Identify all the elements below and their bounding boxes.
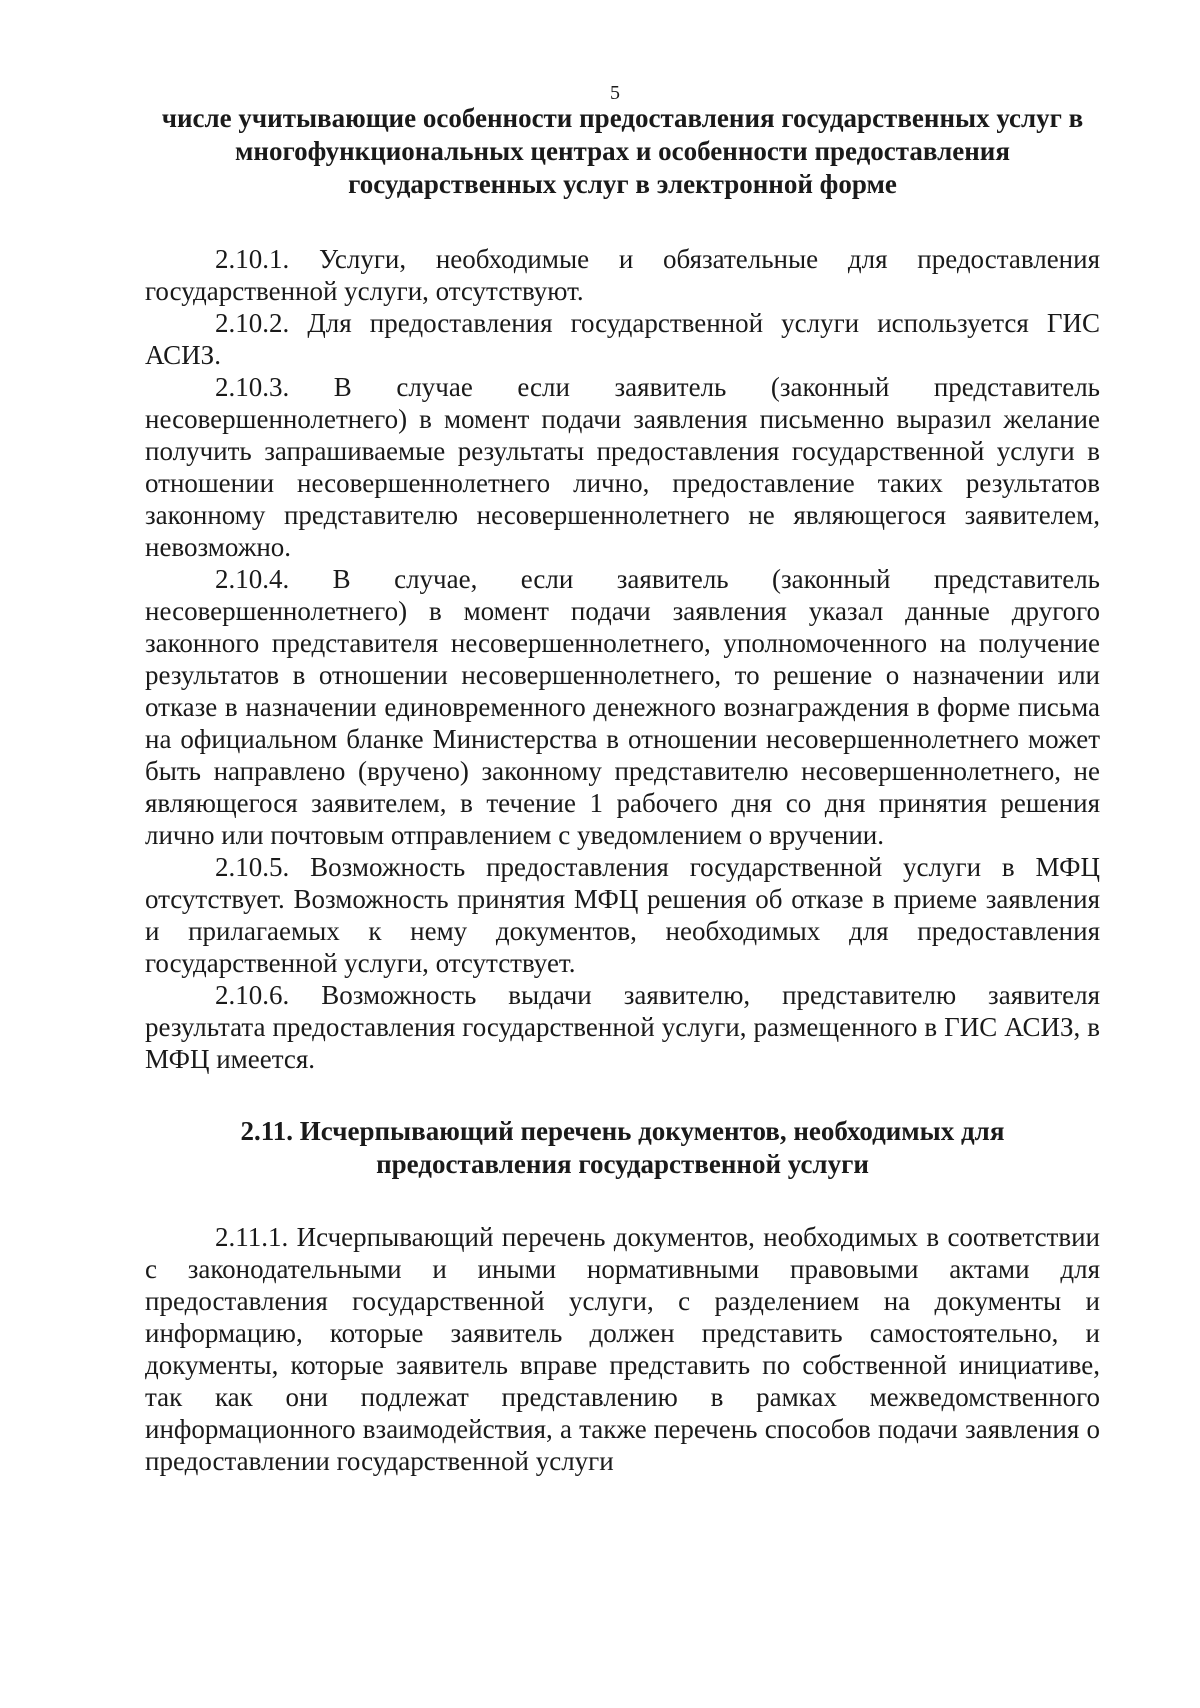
page-content: [145, 102, 1100, 1477]
paragraph-text: Возможность предоставления государственной услуги в МФЦ отсутствует. Возможность принятия МФЦ решения об отказе в приеме заявления и прилагаемых к нему документов, необходимых для предоставления государственной услуги, отсутствует.: [145, 852, 1101, 978]
paragraph-text: В случае, если заявитель (законный представитель несовершеннолетнего) в момент подачи заявления указал данные другого законного представителя несовершеннолетнего, уполномоченного на получение результатов в отношении несовершеннолетнего, то решение о назначении или отказе в назначении единовременного денежного вознаграждения в форме письма на официальном бланке Министерства в отношении несовершеннолетнего может быть направлено (вручено) законному представителю несовершеннолетнего, не являющегося заявителем, в течение 1 рабочего дня со дня принятия решения лично или почтовым отправлением с уведомлением о вручении.: [145, 564, 1100, 850]
paragraph-number: 2.10.2.: [215, 308, 290, 338]
paragraph-number: 2.10.5.: [215, 852, 290, 882]
paragraph-number: 2.10.6.: [215, 980, 290, 1010]
paragraph-2-10-2: [145, 307, 1100, 371]
section-heading-2-11: 2.11. Исчерпывающий перечень документов, необходимых для предоставления государственной услуги: [240, 1116, 1005, 1179]
paragraph-number: 2.10.4.: [215, 564, 290, 594]
paragraph-2-10-6: [145, 979, 1100, 1075]
paragraph-number: 2.10.1.: [215, 244, 290, 274]
paragraph-2-10-1: [145, 243, 1100, 307]
paragraph-number: 2.10.3.: [215, 372, 290, 402]
paragraph-text: Услуги, необходимые и обязательные для предоставления государственной услуги, отсутствуют.: [145, 244, 1100, 306]
page-number: 5: [610, 82, 620, 104]
paragraph-2-10-5: [145, 851, 1100, 979]
paragraph-2-10-4: [145, 563, 1100, 851]
paragraph-2-10-3: [145, 371, 1100, 563]
paragraph-2-11-1: [145, 1221, 1100, 1477]
paragraph-text: Для предоставления государственной услуги используется ГИС АСИЗ.: [145, 308, 1100, 370]
paragraph-number: 2.11.1.: [215, 1222, 289, 1252]
paragraph-text: Исчерпывающий перечень документов, необходимых в соответствии с законодательными и иными нормативными правовыми актами для предоставления государственной услуги, с разделением на документы и информацию, которые заявитель должен представить самостоятельно, и документы, которые заявитель вправе представить по собственной инициативе, так как они подлежат представлению в рамках межведомственного информационного взаимодействия, а также перечень способов подачи заявления о предоставлении государственной услуги: [145, 1222, 1100, 1476]
paragraph-text: Возможность выдачи заявителю, представителю заявителя результата предоставления государственной услуги, размещенного в ГИС АСИЗ, в МФЦ имеется.: [145, 980, 1100, 1074]
continued-heading: числе учитывающие особенности предоставления государственных услуг в многофункциональных центрах и особенности предоставления государственных услуг в электронной форме: [161, 103, 1084, 199]
paragraph-text: В случае если заявитель (законный представитель несовершеннолетнего) в момент подачи заявления письменно выразил желание получить запрашиваемые результаты предоставления государственной услуги в отношении несовершеннолетнего лично, предоставление таких результатов законному представителю несовершеннолетнего не являющегося заявителем, невозможно.: [145, 372, 1100, 562]
